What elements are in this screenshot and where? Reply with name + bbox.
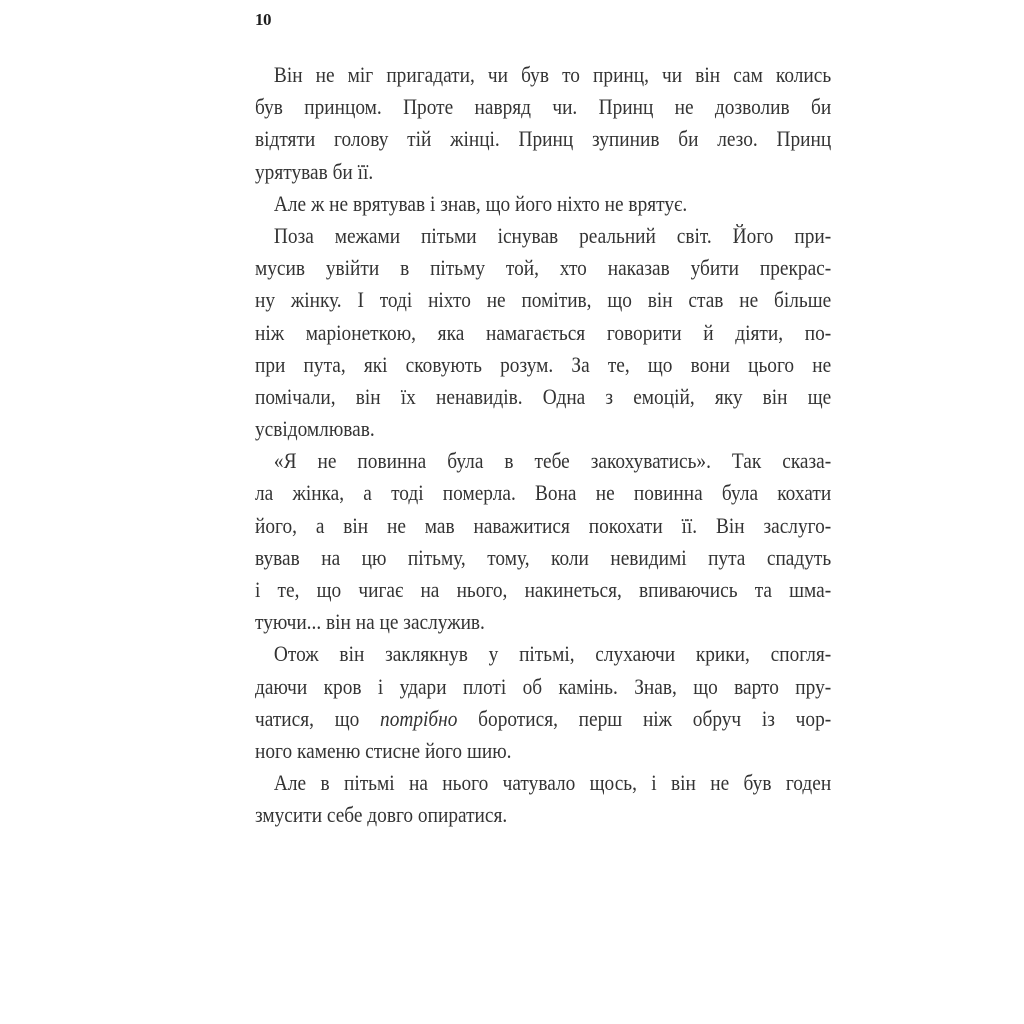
paragraph-4 [255,445,831,638]
text-line: туючи... він на це заслужив. [255,609,485,635]
text-line: усвідомлював. [255,416,375,442]
text-line-with-emphasis [255,703,831,735]
text-line: Але в пітьмі на нього чатувало щось, і він не був годен [273,770,832,796]
text-line: і те, що чигає на нього, накинеться, впиваючись та шма- [255,577,832,602]
text-line: Він не міг пригадати, чи був то принц, чи він сам колись [273,62,832,87]
text-line: ного каменю стисне його шию. [255,737,512,763]
text-line: помічали, він їх ненавидів. Одна з емоцій, яку він ще [255,383,832,409]
text-line: ла жінка, а тоді померла. Вона не повинна була кохати [255,480,832,506]
text-segment: боротися, перш ніж обруч із чор- [457,705,832,731]
text-line: Поза межами пітьми існував реальний світ. Його при- [273,222,832,248]
text-line: Отож він заклякнув у пітьмі, слухаючи крики, спогля- [273,641,832,667]
paragraph-2 [255,188,831,220]
text-line: при пута, які сковують розум. За те, що вони цього не [255,351,832,377]
text-line: мусив увійти в пітьму той, хто наказав убити прекрас- [255,255,832,281]
page-number: 10 [255,10,271,29]
text-line: даючи кров і удари плоті об камінь. Знав, що варто пру- [255,673,832,699]
text-line: урятував би її. [255,158,374,184]
text-line: змусити себе довго опиратися. [255,802,508,828]
text-line: ну жінку. І тоді ніхто не помітив, що він став не більше [255,287,832,313]
paragraph-3 [255,220,831,445]
text-segment: чатися, що [255,705,381,731]
text-line: Але ж не врятував і знав, що його ніхто не врятує. [273,190,688,216]
body-text [255,59,831,832]
paragraph-1 [255,59,831,188]
text-line: ніж маріонеткою, яка намагається говорити й діяти, по- [255,319,832,345]
paragraph-6 [255,767,831,831]
text-line: був принцом. Проте навряд чи. Принц не дозволив би [255,94,832,120]
text-line: відтяти голову тій жінці. Принц зупинив би лезо. Принц [255,126,832,152]
paragraph-5 [255,638,831,767]
emphasized-word: потрібно [380,705,458,731]
text-line: вував на цю пітьму, тому, коли невидимі пута спадуть [255,544,832,570]
text-line: «Я не повинна була в тебе закохуватись». Так сказа- [273,448,832,474]
text-line: його, а він не мав наважитися покохати її. Він заслуго- [255,512,832,538]
